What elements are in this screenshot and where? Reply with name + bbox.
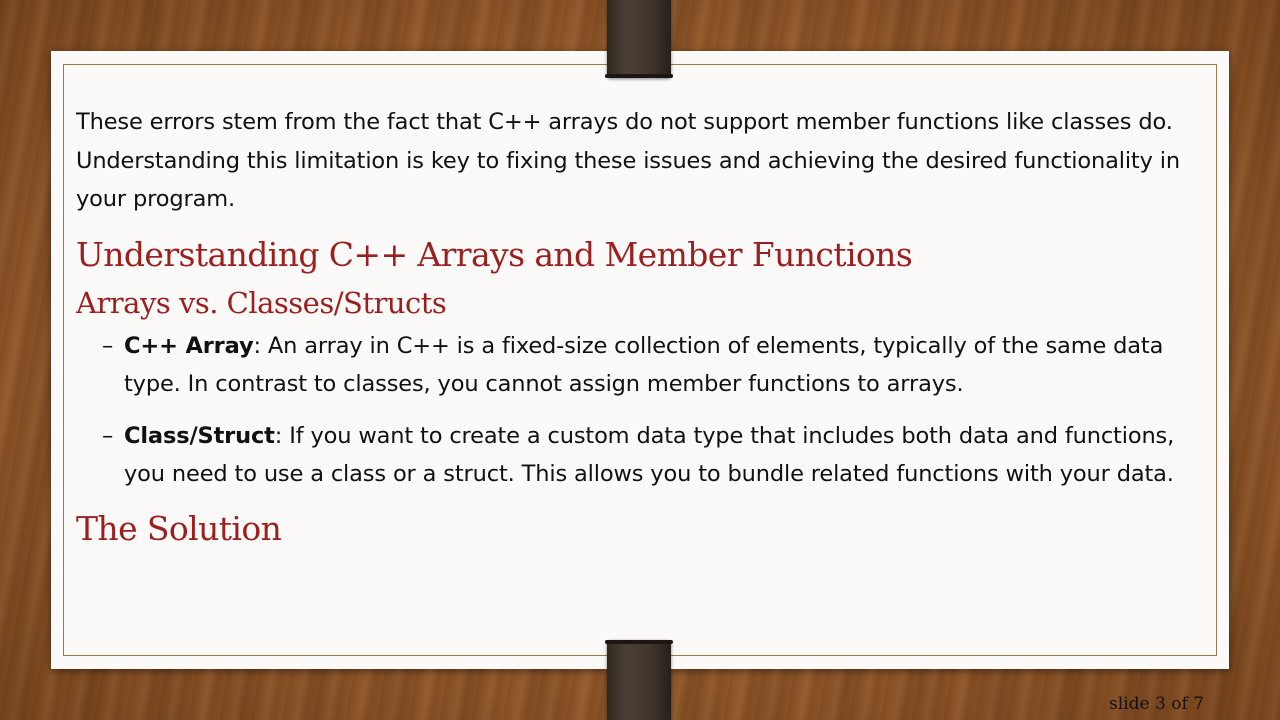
bullet-item-cpp-array (76, 327, 1206, 404)
section-heading: Understanding C++ Arrays and Member Functions (76, 234, 913, 274)
binder-clip-bottom (607, 640, 671, 720)
slide-content (76, 103, 1206, 551)
subsection-heading: Arrays vs. Classes/Structs (76, 285, 447, 320)
bullet-text: : An array in C++ is a fixed-size collection of elements, typically of the same data type. In contrast to classes, you cannot assign member functions to arrays. (124, 332, 1164, 397)
bullet-list (76, 327, 1206, 494)
binder-clip-top (607, 0, 671, 78)
bullet-item-class-struct (76, 417, 1206, 494)
bullet-dash: – (102, 422, 114, 449)
bullet-term: Class/Struct (124, 422, 275, 449)
solution-heading: The Solution (76, 508, 282, 548)
intro-paragraph: These errors stem from the fact that C++ arrays do not support member functions like classes do. Understanding this limitation is key to fixing these issues and achieving the desired functionality in your program. (76, 109, 1180, 212)
slide-counter: slide 3 of 7 (1109, 694, 1204, 714)
bullet-term: C++ Array (124, 332, 254, 359)
bullet-text: : If you want to create a custom data type that includes both data and functions, you need to use a class or a struct. This allows you to bundle related functions with your data. (124, 422, 1175, 487)
bullet-dash: – (102, 332, 114, 359)
